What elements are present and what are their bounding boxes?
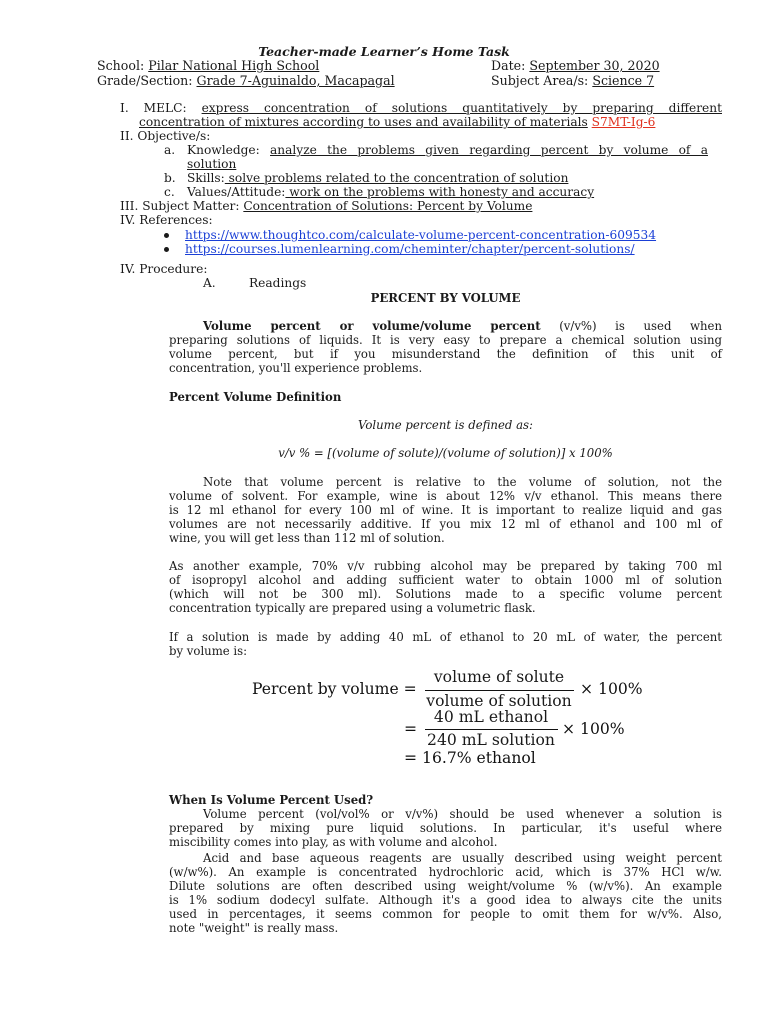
equation-times-2: × 100% <box>562 720 625 738</box>
p3-line-1: As another example, 70% v/v rubbing alcohol may be prepared by taking 700 ml <box>169 559 722 573</box>
p6-line-1: Acid and base aqueous reagents are usually described using weight percent <box>203 851 722 865</box>
equation-denominator-2: 240 mL solution <box>427 731 555 749</box>
reference-link-1[interactable]: https://www.thoughtco.com/calculate-volume-percent-concentration-609534 <box>185 228 657 242</box>
p4-line-2: by volume is: <box>169 644 248 658</box>
p2-line-3: is 12 ml ethanol for every 100 ml of wine. It is important to realize liquid and gas <box>169 503 722 517</box>
p1-line-4: concentration, you'll experience problems. <box>169 361 423 375</box>
readings-label: Readings <box>249 276 307 290</box>
p4-line-1: If a solution is made by adding 40 mL of ethanol to 20 mL of water, the percent <box>169 630 722 644</box>
when-heading: When Is Volume Percent Used? <box>169 793 374 807</box>
subject-field <box>491 73 654 88</box>
subject-label: Subject Area/s: <box>491 73 593 88</box>
equation-equals-2: = <box>404 720 418 738</box>
p6-line-4: is 1% sodium dodecyl sulfate. Although it's a good idea to always cite the units <box>169 893 722 907</box>
reference-link-2[interactable]: https://courses.lumenlearning.com/cheminter/chapter/percent-solutions/ <box>185 242 635 256</box>
grade-field <box>97 73 395 88</box>
p2-line-5: wine, you will get less than 112 ml of solution. <box>169 531 445 545</box>
p6-line-3: Dilute solutions are often described using weight/volume % (w/v%). An example <box>169 879 722 893</box>
melc-line-2 <box>139 115 655 129</box>
definition-heading: Percent Volume Definition <box>169 390 342 404</box>
melc-code: S7MT-Ig-6 <box>591 115 656 129</box>
p5-line-3: miscibility comes into play, as with volume and alcohol. <box>169 835 498 849</box>
grade-label: Grade/Section: <box>97 73 197 88</box>
p2-line-1: Note that volume percent is relative to the volume of solution, not the <box>203 475 722 489</box>
knowledge-text-1: analyze the problems given regarding percent by volume of a <box>270 143 708 157</box>
melc-text-1: express concentration of solutions quantitatively by preparing different <box>201 101 722 115</box>
procedure-label: IV. Procedure: <box>120 262 208 276</box>
objective-values <box>187 185 594 199</box>
p1-line-1: Volume percent or volume/volume percent (v/v%) is used when <box>203 319 722 333</box>
equation-lhs: Percent by volume = <box>252 680 417 698</box>
melc-text-2: concentration of mixtures according to uses and availability of materials <box>139 115 588 129</box>
objective-skills-prefix: b. <box>164 171 176 185</box>
p3-line-3: (which will not be 300 ml). Solutions made to a specific volume percent <box>169 587 722 601</box>
school-value: Pilar National High School <box>148 58 320 73</box>
equation-numerator-2: 40 mL ethanol <box>433 708 549 726</box>
objective-knowledge <box>187 143 708 157</box>
date-field <box>491 58 660 73</box>
subject-value: Science 7 <box>592 73 655 88</box>
bullet-icon <box>164 247 169 252</box>
reference-item-1 <box>164 228 656 242</box>
school-label: School: <box>97 58 149 73</box>
date-label: Date: <box>491 58 530 73</box>
grade-value: Grade 7-Aguinaldo, Macapagal <box>196 73 395 88</box>
knowledge-label: Knowledge: <box>187 143 271 157</box>
fraction-bar-1 <box>425 690 574 691</box>
objectives-label: II. Objective/s: <box>120 129 211 143</box>
p5-line-1: Volume percent (vol/vol% or v/v%) should be used whenever a solution is <box>203 807 722 821</box>
p1-line-2: preparing solutions of liquids. It is very easy to prepare a chemical solution using <box>169 333 722 347</box>
fraction-bar-2 <box>425 729 558 730</box>
p3-line-4: concentration typically are prepared using a volumetric flask. <box>169 601 536 615</box>
p2-line-4: volumes are not necessarily additive. If you mix 12 ml of ethanol and 100 ml of <box>169 517 722 531</box>
definition-intro: Volume percent is defined as: <box>358 418 533 432</box>
section-heading: PERCENT BY VOLUME <box>370 291 521 305</box>
readings-prefix: A. <box>203 276 216 290</box>
definition-formula: v/v % = [(volume of solute)/(volume of solution)] x 100% <box>278 446 613 460</box>
equation-denominator-1: volume of solution <box>426 692 572 710</box>
subject-matter-label: III. Subject Matter: <box>120 199 244 213</box>
skills-text: solve problems related to the concentration of solution <box>224 171 569 185</box>
objective-values-prefix: c. <box>164 185 175 199</box>
references-label: IV. References: <box>120 213 213 227</box>
objective-skills <box>187 171 568 185</box>
p6-line-5: used in percentages, it seems common for people to omit them for w/v%. Also, <box>169 907 722 921</box>
equation-result: = 16.7% ethanol <box>404 749 536 767</box>
equation-numerator-1: volume of solute <box>433 668 565 686</box>
melc-label: I. MELC: <box>120 101 202 115</box>
skills-label: Skills: <box>187 171 225 185</box>
p3-line-2: of isopropyl alcohol and adding sufficient water to obtain 1000 ml of solution <box>169 573 722 587</box>
bullet-icon <box>164 233 169 238</box>
reference-item-2 <box>164 242 635 256</box>
p2-line-2: volume of solvent. For example, wine is about 12% v/v ethanol. This means there <box>169 489 722 503</box>
subject-matter-value: Concentration of Solutions: Percent by Volume <box>243 199 533 213</box>
p6-line-2: (w/w%). An example is concentrated hydrochloric acid, which is 37% HCl w/w. <box>169 865 722 879</box>
melc-line-1 <box>120 101 722 115</box>
equation-times-1: × 100% <box>580 680 643 698</box>
school-field <box>97 58 319 73</box>
p1-line-3: volume percent, but if you misunderstand the definition of this unit of <box>169 347 722 361</box>
objective-knowledge-prefix: a. <box>164 143 176 157</box>
values-label: Values/Attitude: <box>187 185 286 199</box>
page-title: Teacher-made Learner’s Home Task <box>258 44 510 59</box>
values-text: work on the problems with honesty and accuracy <box>285 185 595 199</box>
subject-matter <box>120 199 532 213</box>
knowledge-text-2: solution <box>187 157 237 171</box>
date-value: September 30, 2020 <box>529 58 660 73</box>
p6-line-6: note "weight" is really mass. <box>169 921 339 935</box>
p5-line-2: prepared by mixing pure liquid solutions. In particular, it's useful where <box>169 821 722 835</box>
